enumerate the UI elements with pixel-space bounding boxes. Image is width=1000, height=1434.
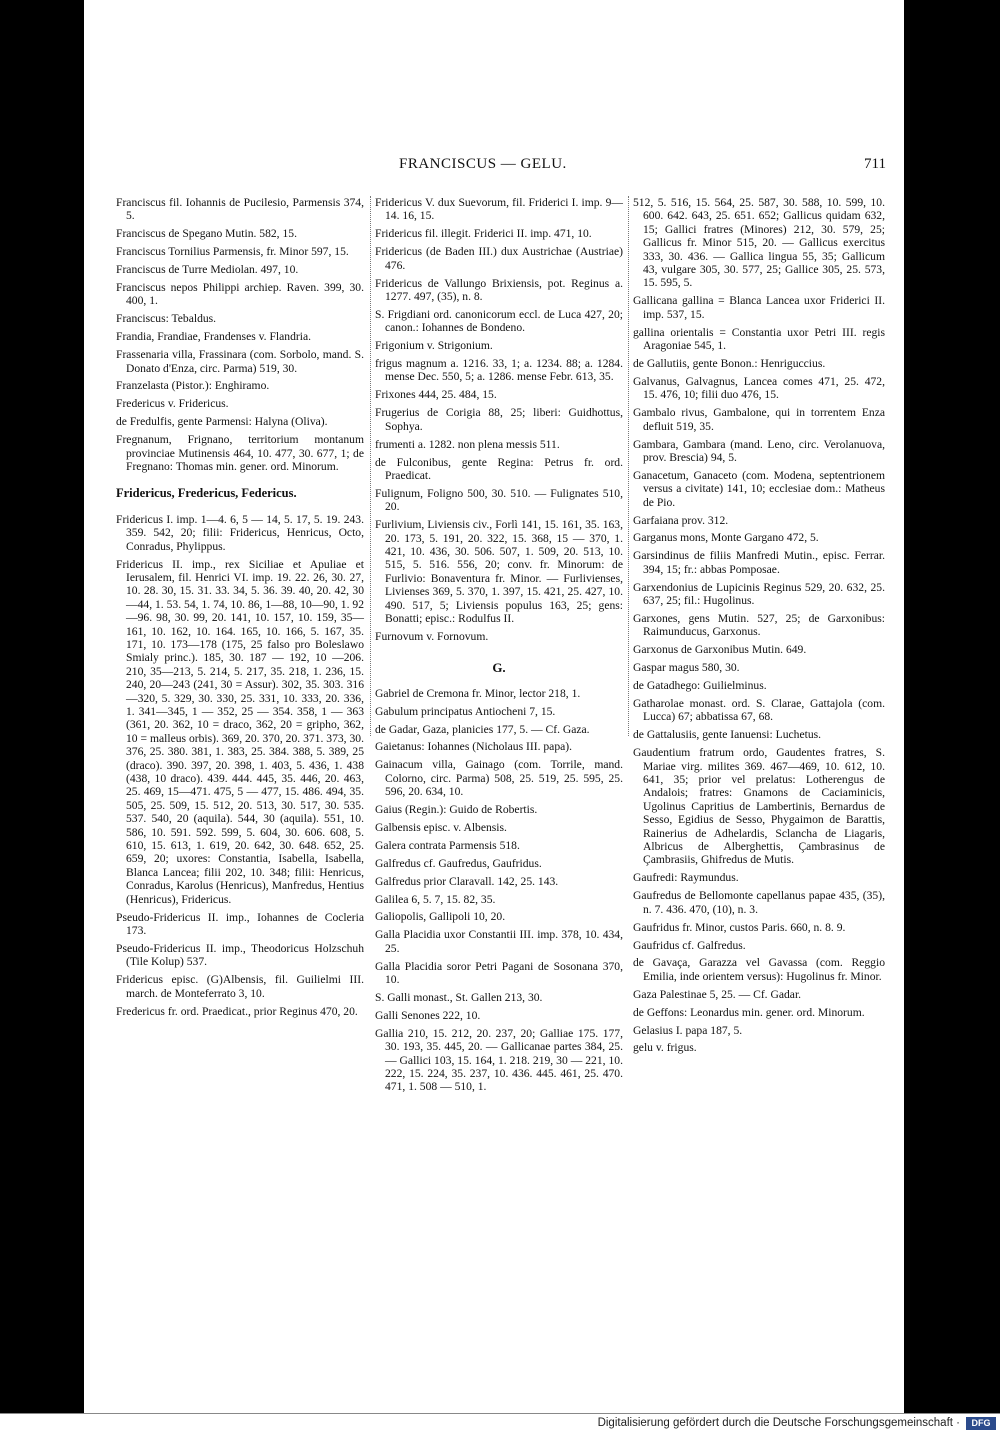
index-column-middle xyxy=(375,196,623,1098)
index-entry: Furlivium, Liviensis civ., Forlì 141, 15. 161, 35. 163, 20. 173, 5. 191, 20. 322, 15. 368, 15 — 370, 1. 421, 10. 436, 30. 506. 507, 1. 509, 20. 513, 10. 515, 5. 516. 556, 20; conv. fr. Minorum: de Furlivio: Bonaventura fr. Minor. — Furlivienses, Livienses 369, 5. 370, 1. 397, 15. 421, 25. 427, 10. 490. 517, 5; Liviensis populus 163, 25; gens: Bonatti; episc.: Rodulfus II. xyxy=(375,518,623,625)
index-entry: Fridericus V. dux Suevorum, fil. Friderici I. imp. 9—14. 16, 15. xyxy=(375,196,623,223)
index-entry: Frixones 444, 25. 484, 15. xyxy=(375,388,497,402)
index-entry: Galla Placidia uxor Constantii III. imp. 378, 10. 434, 25. xyxy=(375,928,623,955)
index-entry: Fridericus episc. (G)Albensis, fil. Guilielmi III. march. de Monteferrato 3, 10. xyxy=(116,973,364,1000)
index-entry: gelu v. frigus. xyxy=(633,1041,697,1055)
index-entry: Pseudo-Fridericus II. imp., Theodoricus Holzschuh (Tile Kolup) 537. xyxy=(116,941,364,969)
index-entry: S. Frigdiani ord. canonicorum eccl. de Luca 427, 20; canon.: Iohannes de Bondeno. xyxy=(375,307,623,335)
index-entry: de Gatadhego: Guilielminus. xyxy=(633,679,767,693)
index-entry: Frassenaria villa, Frassinara (com. Sorbolo, mand. S. Donato d'Enza, circ. Parma) 519, 30. xyxy=(116,348,364,375)
index-entry: Franciscus de Spegano Mutin. 582, 15. xyxy=(116,227,297,241)
index-entry: de Gadar, Gaza, planicies 177, 5. — Cf. Gaza. xyxy=(375,722,590,736)
index-entry: S. Galli monast., St. Gallen 213, 30. xyxy=(375,991,543,1004)
column-rule xyxy=(370,196,371,736)
index-entry: gallina orientalis = Constantia uxor Petri III. regis Aragoniae 545, 1. xyxy=(633,325,885,353)
index-entry: Franciscus fil. Iohannis de Pucilesio, Parmensis 374, 5. xyxy=(116,196,364,223)
index-entry: Galvanus, Galvagnus, Lancea comes 471, 25. 472, 15. 476, 10; filii duo 476, 15. xyxy=(633,374,885,402)
index-entry: de Gattalusiis, gente Ianuensi: Luchetus. xyxy=(633,728,822,742)
index-entry: Gabriel de Cremona fr. Minor, lector 218, 1. xyxy=(375,686,581,700)
dfg-logo: DFG xyxy=(966,1417,996,1430)
page-number: 711 xyxy=(864,156,886,172)
index-entry: Gabulum principatus Antiocheni 7, 15. xyxy=(375,704,556,718)
index-entry: Franciscus de Turre Mediolan. 497, 10. xyxy=(116,263,299,277)
index-entry: Galilea 6, 5. 7, 15. 82, 35. xyxy=(375,892,496,906)
index-entry: de Geffons: Leonardus min. gener. ord. Minorum. xyxy=(633,1005,865,1019)
index-entry: Galla Placidia soror Petri Pagani de Sosonana 370, 10. xyxy=(375,959,623,987)
index-entry: Furnovum v. Fornovum. xyxy=(375,629,489,643)
index-entry: Gambara, Gambara (mand. Leno, circ. Verolanuova, prov. Brescia) 94, 5. xyxy=(633,437,885,464)
index-entry: Gaius (Regin.): Guido de Robertis. xyxy=(375,803,538,817)
index-entry: Gaza Palestinae 5, 25. — Cf. Gadar. xyxy=(633,987,802,1001)
index-entry: Franciscus: Tebaldus. xyxy=(116,312,217,326)
index-entry: Galiopolis, Gallipoli 10, 20. xyxy=(375,910,506,924)
index-entry: de Gavaça, Garazza vel Gavassa (com. Reggio Emilia, inde orientem versus): Hugolinus fr. Minor. xyxy=(633,956,885,983)
index-entry: Gaspar magus 580, 30. xyxy=(633,661,740,675)
index-entry: Gaietanus: Iohannes (Nicholaus III. papa). xyxy=(375,740,573,754)
index-entry: Gaufridus fr. Minor, custos Paris. 660, n. 8. 9. xyxy=(633,920,846,934)
footer-credit: Digitalisierung gefördert durch die Deutsche Forschungsgemeinschaft · xyxy=(597,1417,960,1429)
index-entry: Frugerius de Corigia 88, 25; liberi: Guidhottus, Sophya. xyxy=(375,406,623,433)
index-entry: Franzelasta (Pistor.): Enghiramo. xyxy=(116,379,270,393)
index-entry: Galera contrata Parmensis 518. xyxy=(375,838,520,852)
running-title: FRANCISCUS — GELU. xyxy=(399,156,567,172)
index-entry: Gelasius I. papa 187, 5. xyxy=(633,1023,743,1037)
column-rule xyxy=(628,196,629,736)
index-entry: Fridericus II. imp., rex Siciliae et Apuliae et Ierusalem, fil. Henrici VI. imp. 19. 22. 26, 30. 27, 10. 28. 30, 15. 31. 33. 34, 5. 36. 39. 40, 20. 42, 30—44, 1. 53. 54, 1. 74, 10. 86, 1—88, 10—90, 1. 92—96. 98, 30. 99, 20. 141, 10. 157, 10. 159, 35—161, 10. 162, 10. 164. 165, 10. 166, 5. 167, 35. 171, 10. 173—178 (175, 25 falso pro Boleslawo Smialy princ.). 185, 30. 187 — 192, 10 —206. 210, 35—213, 5. 214, 5. 217, 35. 218, 1. 236, 15. 240, 20—243 (241, 30 = Assur). 302, 35. 303. 316—320, 5. 329, 30. 330, 25. 331, 10. 333, 20. 336, 1. 341—345, 1 — 352, 25 — 354. 358, 1 — 363 (361, 20. 362, 10 = draco, 362, 20 = gripho, 362, 10 = malleus orbis). 369, 20. 370, 20. 371. 373, 30. 376, 25. 380. 381, 1. 383, 25. 384. 388, 5. 389, 25 (draco). 390. 397, 20. 398, 1. 403, 5. 436, 1. 438 (438, 10 draco). 439. 444. 445, 35. 446, 20. 463, 25. 469, 15—471. 475, 5 — 477, 15. 486. 494, 35. 505, 25. 509, 15. 512, 20. 513, 30. 517, 30. 535. 537. 540, 20 (aquila). 544, 30 (aquila). 551, 10. 586, 10. 591. 592. 599, 5. 604, 30. 606. 608, 5. 610, 15. 613, 1. 619, 20. 642, 30. 648. 652, 25. 659, 20; uxores: Constantia, Isabella, Isabella, Blanca Lancea; filii 202, 10. 348; filii: Henricus, Conradus, Karolus (Henricus), Manfredus, Hentius (Henricus), Fridericus. xyxy=(116,557,364,906)
index-entry: Galbensis episc. v. Albensis. xyxy=(375,820,507,834)
index-column-right xyxy=(633,196,885,1059)
index-entry: Fredericus v. Fridericus. xyxy=(116,397,229,411)
letter-heading: G. xyxy=(492,660,506,676)
index-entry: Galfredus prior Claravall. 142, 25. 143. xyxy=(375,874,559,888)
index-entry: Gaudentium fratrum ordo, Gaudentes fratres, S. Mariae virg. milites 369. 467—469, 10. 612, 10. 641, 35; prior vel prelatus: Lotherengus de Andalois; fratres: Gnamons de Caciaminicis, Ugolinus Capritius de Lambertinis, Bernardus de Sesso, Egidius de Sesso, Phygaimon de Barattis, Rainerius de Adhelardis, Sclancha de Liagaris, Albricus de Alberghettis, Çambrasinus de Çambrasiis, Ghifredus de Mutis. xyxy=(633,746,885,867)
index-entry: Garxones, gens Mutin. 527, 25; de Garxonibus: Raimunducus, Garxonus. xyxy=(633,611,885,639)
index-entry: Ganacetum, Ganaceto (com. Modena, septentrionem versus a civitate) 141, 10; ecclesiae dom.: Matheus de Pio. xyxy=(633,468,885,509)
index-entry: Gaufredi: Raymundus. xyxy=(633,871,739,885)
index-entry: Fridericus (de Baden III.) dux Austrichae (Austriae) 476. xyxy=(375,245,623,272)
index-entry: Franciscus Tornilius Parmensis, fr. Minor 597, 15. xyxy=(116,245,349,259)
index-entry: Frigonium v. Strigonium. xyxy=(375,339,493,353)
index-entry: Galfredus cf. Gaufredus, Gaufridus. xyxy=(375,856,542,870)
index-entry: Garsindinus de filiis Manfredi Mutin., episc. Ferrar. 394, 15; fr.: abbas Pomposae. xyxy=(633,549,885,576)
index-entry: de Gallutiis, gente Bonon.: Henriguccius. xyxy=(633,356,826,370)
index-entry: Gaufridus cf. Galfredus. xyxy=(633,938,746,952)
index-entry: Gatharolae monast. ord. S. Clarae, Gattajola (com. Lucca) 67; abbatissa 67, 68. xyxy=(633,697,885,724)
scanned-page xyxy=(84,0,904,1414)
footer-bar xyxy=(0,1413,1000,1434)
index-entry: Fridericus fil. illegit. Friderici II. imp. 471, 10. xyxy=(375,227,592,241)
index-entry: Frandia, Frandiae, Frandenses v. Flandria. xyxy=(116,330,312,344)
index-column-left xyxy=(116,196,364,1022)
index-entry: Fredericus fr. ord. Praedicat., prior Reginus 470, 20. xyxy=(116,1004,358,1018)
index-entry: Garganus mons, Monte Gargano 472, 5. xyxy=(633,531,819,545)
index-entry: Fridericus I. imp. 1—4. 6, 5 — 14, 5. 17, 5. 19. 243. 359. 542, 20; filii: Fridericus, Henricus, Octo, Conradus, Phylippus. xyxy=(116,512,364,553)
index-entry: Garfaiana prov. 312. xyxy=(633,513,729,527)
index-entry: Gaufredus de Bellomonte capellanus papae 435, (35), n. 7. 436. 470, (10), n. 3. xyxy=(633,889,885,916)
index-entry: Gallicana gallina = Blanca Lancea uxor Friderici II. imp. 537, 15. xyxy=(633,294,885,321)
index-entry: Fridericus de Vallungo Brixiensis, pot. Reginus a. 1277. 497, (35), n. 8. xyxy=(375,276,623,303)
index-entry: Franciscus nepos Philippi archiep. Raven. 399, 30. 400, 1. xyxy=(116,281,364,308)
index-entry: Garxendonius de Lupicinis Reginus 529, 20. 632, 25. 637, 25; fil.: Hugolinus. xyxy=(633,580,885,608)
index-entry: Gambalo rivus, Gambalone, qui in torrentem Enza defluit 519, 35. xyxy=(633,406,885,433)
index-entry: de Fredulfis, gente Parmensi: Halyna (Oliva). xyxy=(116,415,328,429)
index-entry: Gainacum villa, Gainago (com. Torrile, mand. Colorno, circ. Parma) 508, 25. 519, 25. 595, 25. 596, 20. 634, 10. xyxy=(375,758,623,799)
section-heading: Fridericus, Fredericus, Federicus. xyxy=(116,486,297,501)
index-entry: frumenti a. 1282. non plena messis 511. xyxy=(375,437,560,451)
index-entry: Fulignum, Foligno 500, 30. 510. — Fulignates 510, 20. xyxy=(375,486,623,514)
index-entry: Fregnanum, Frignano, territorium montanum provinciae Mutinensis 464, 10. 477, 30. 677, 1; de Fregnano: Thomas min. gener. ord. Minorum. xyxy=(116,433,364,473)
index-entry: 512, 5. 516, 15. 564, 25. 587, 30. 588, 10. 599, 10. 600. 642. 643, 25. 651. 652; Gallicus quidam 632, 15; Gallici fratres (Minores) 212, 30. 579, 25; Gallicus fr. Minor 515, 20. — Gallicus exercitus 333, 30. 436. — Gallica lingua 55, 35; Gallicum 43, vulgare 305, 30. 577, 25; Gallice 305, 25. 573, 15. 595, 5. xyxy=(633,196,885,290)
index-entry: Gallia 210, 15. 212, 20. 237, 20; Galliae 175. 177, 30. 193, 35. 445, 20. — Gallicanae partes 384, 25. — Gallici 103, 15. 164, 1. 218. 219, 30 — 221, 10. 222, 15. 224, 35. 237, 10. 436. 445. 461, 25. 470. 471, 1. 508 — 510, 1. xyxy=(375,1026,623,1094)
index-entry: Galli Senones 222, 10. xyxy=(375,1008,481,1022)
index-entry: frigus magnum a. 1216. 33, 1; a. 1234. 88; a. 1284. mense Dec. 550, 5; a. 1286. mense Febr. 613, 35. xyxy=(375,357,623,384)
index-entry: Garxonus de Garxonibus Mutin. 649. xyxy=(633,643,807,657)
index-entry: Pseudo-Fridericus II. imp., Iohannes de Cocleria 173. xyxy=(116,910,364,937)
index-entry: de Fulconibus, gente Regina: Petrus fr. ord. Praedicat. xyxy=(375,455,623,482)
